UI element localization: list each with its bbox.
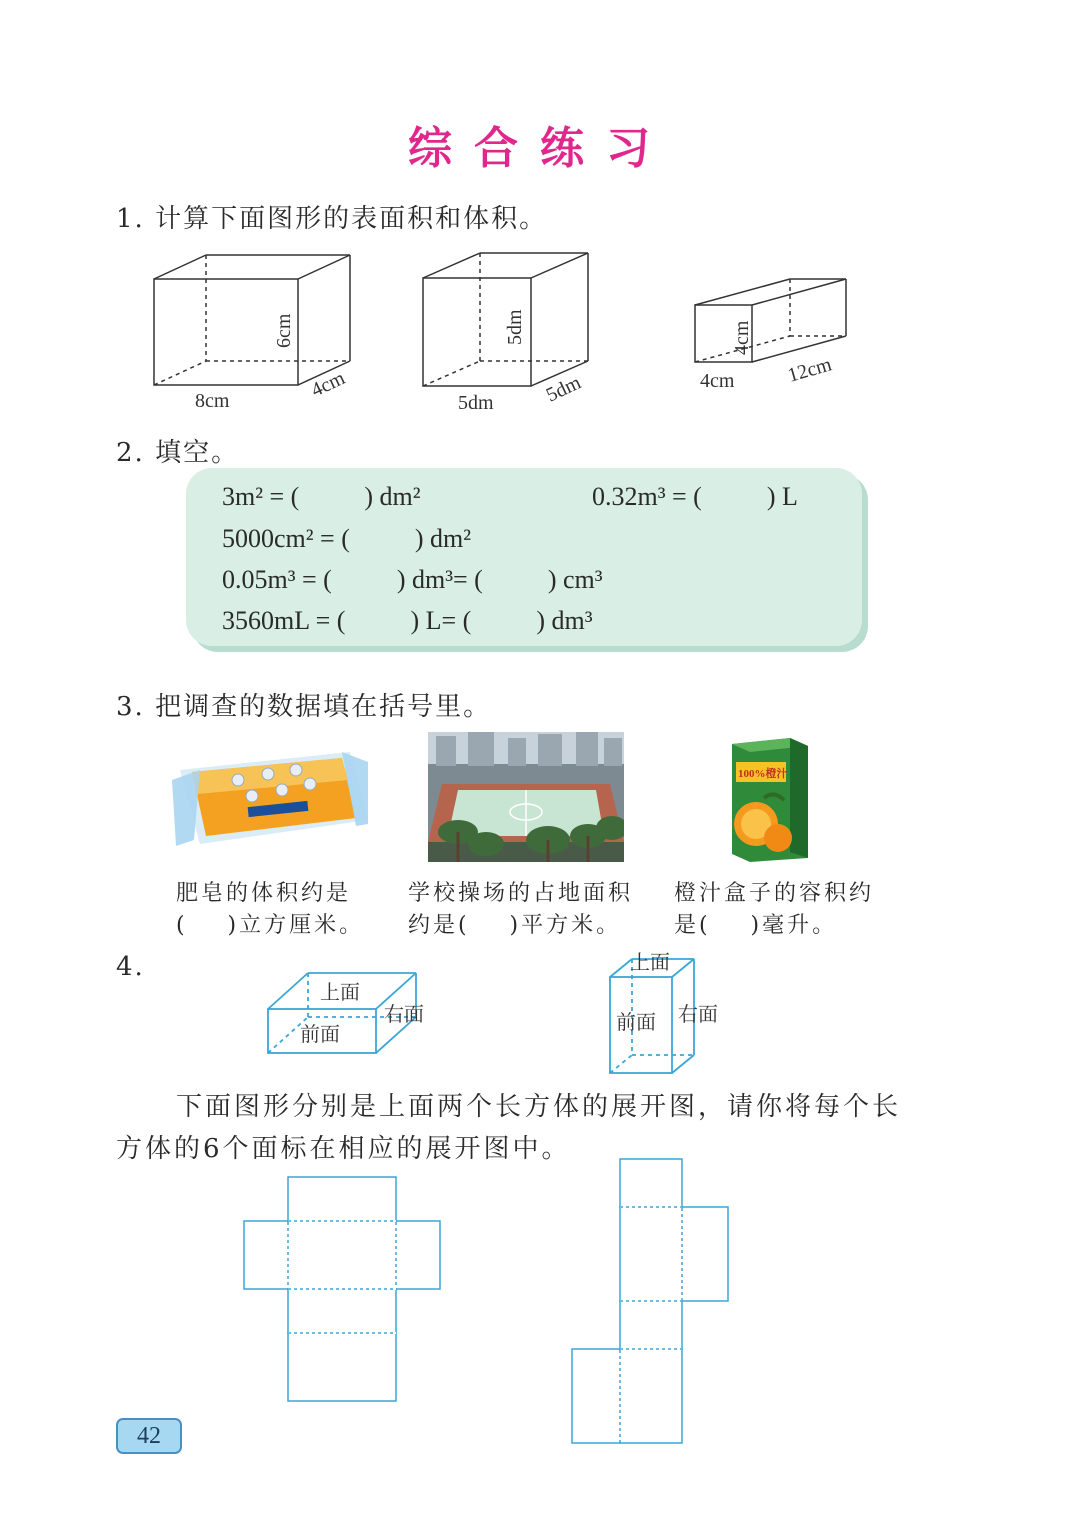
question-4-number: 4. <box>116 952 145 982</box>
question-2-text: 2. 填空。 <box>116 438 240 468</box>
instruction-line-2: 方体的6个面标在相应的展开图中。 <box>116 1134 571 1164</box>
tall-box-top-label: 上面 <box>630 952 670 974</box>
flat-box-front-label: 前面 <box>300 1024 340 1046</box>
unfolded-nets <box>240 1155 740 1450</box>
question-1-text: 1. 计算下面图形的表面积和体积。 <box>116 204 548 234</box>
playground-caption: 学校操场的占地面积 约是( )平方米。 <box>408 881 634 938</box>
soap-caption: 肥皂的体积约是 ( )立方厘米。 <box>176 881 365 938</box>
tall-box-right-label: 右面 <box>678 1004 718 1026</box>
question-4-boxes <box>262 945 742 1077</box>
box2-width-label: 5dm <box>542 371 585 407</box>
box1-length-label: 8cm <box>195 390 230 412</box>
box2-length-label: 5dm <box>458 392 494 414</box>
tall-box-front-label: 前面 <box>616 1012 656 1034</box>
fill-in-box <box>186 468 862 646</box>
page-number: 42 <box>116 1418 182 1454</box>
page-title: 综合练习 <box>408 123 672 174</box>
box3-height-label: 4cm <box>731 320 753 355</box>
flat-box-right-label: 右面 <box>384 1004 424 1026</box>
soap-image <box>170 740 370 850</box>
question-1-figures <box>140 245 880 420</box>
playground-image <box>428 732 624 862</box>
box2-height-label: 5dm <box>504 309 526 345</box>
juice-caption: 橙汁盒子的容积约 是( )毫升。 <box>674 881 875 938</box>
fill-line-2: 5000cm² = ( ) dm² <box>222 524 472 553</box>
question-3-text: 3. 把调查的数据填在括号里。 <box>116 692 492 722</box>
fill-line-1-right: 0.32m³ = ( ) L <box>592 482 798 511</box>
box3-length-label: 4cm <box>700 370 735 392</box>
juice-box-label: 100%橙汁 <box>738 768 788 780</box>
fill-line-4: 3560mL = ( ) L= ( ) dm³ <box>222 606 593 635</box>
instruction-line-1: 下面图形分别是上面两个长方体的展开图，请你将每个长 <box>176 1092 902 1122</box>
fill-line-1-left: 3m² = ( ) dm² <box>222 482 421 511</box>
box1-height-label: 6cm <box>273 313 295 348</box>
box1-width-label: 4cm <box>307 367 349 402</box>
fill-line-3: 0.05m³ = ( ) dm³= ( ) cm³ <box>222 565 603 594</box>
box3-width-label: 12cm <box>785 353 835 387</box>
juice-box-image <box>728 734 812 862</box>
flat-box-top-label: 上面 <box>320 982 360 1004</box>
